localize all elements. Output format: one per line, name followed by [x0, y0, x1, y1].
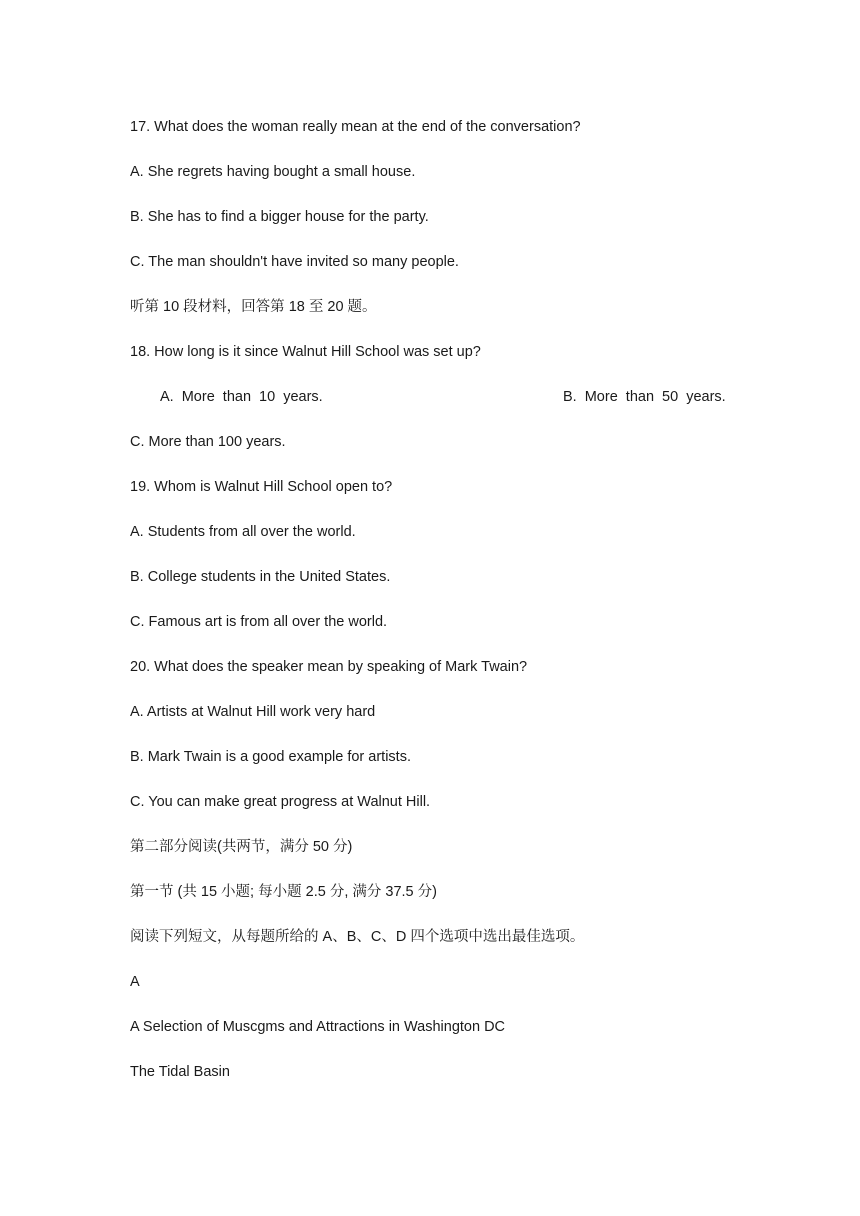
passage-label: A	[130, 974, 140, 990]
option-18c: C. More than 100 years.	[130, 434, 286, 450]
option-19b: B. College students in the United States.	[130, 569, 391, 585]
passage-title: A Selection of Muscgms and Attractions in Washington DC	[130, 1019, 506, 1035]
question-20: 20. What does the speaker mean by speaking of Mark Twain?	[130, 659, 528, 675]
option-20b: B. Mark Twain is a good example for artists.	[130, 749, 411, 765]
option-19c: C. Famous art is from all over the world.	[130, 614, 388, 630]
option-17a: A. She regrets having bought a small house.	[130, 164, 416, 180]
part-two-heading: 第二部分阅读(共两节，满分 50 分)	[130, 839, 353, 855]
option-17c: C. The man shouldn't have invited so many people.	[130, 254, 459, 270]
question-17: 17. What does the woman really mean at the end of the conversation?	[130, 119, 581, 135]
reading-instructions: 阅读下列短文，从每题所给的 A、B、C、D 四个选项中选出最佳选项。	[130, 929, 585, 945]
option-19a: A. Students from all over the world.	[130, 524, 356, 540]
option-20c: C. You can make great progress at Walnut Hill.	[130, 794, 431, 810]
question-18: 18. How long is it since Walnut Hill School was set up?	[130, 344, 481, 360]
question-19: 19. Whom is Walnut Hill School open to?	[130, 479, 393, 495]
passage-subheading: The Tidal Basin	[130, 1064, 230, 1080]
option-18a: A. More than 10 years.	[160, 389, 323, 405]
option-20a: A. Artists at Walnut Hill work very hard	[130, 704, 376, 720]
option-17b: B. She has to find a bigger house for the party.	[130, 209, 429, 225]
section-one-heading: 第一节 (共 15 小题; 每小题 2.5 分, 满分 37.5 分)	[130, 884, 437, 900]
section-instruction-10: 听第 10 段材料，回答第 18 至 20 题。	[130, 299, 377, 315]
option-18b: B. More than 50 years.	[563, 389, 726, 405]
